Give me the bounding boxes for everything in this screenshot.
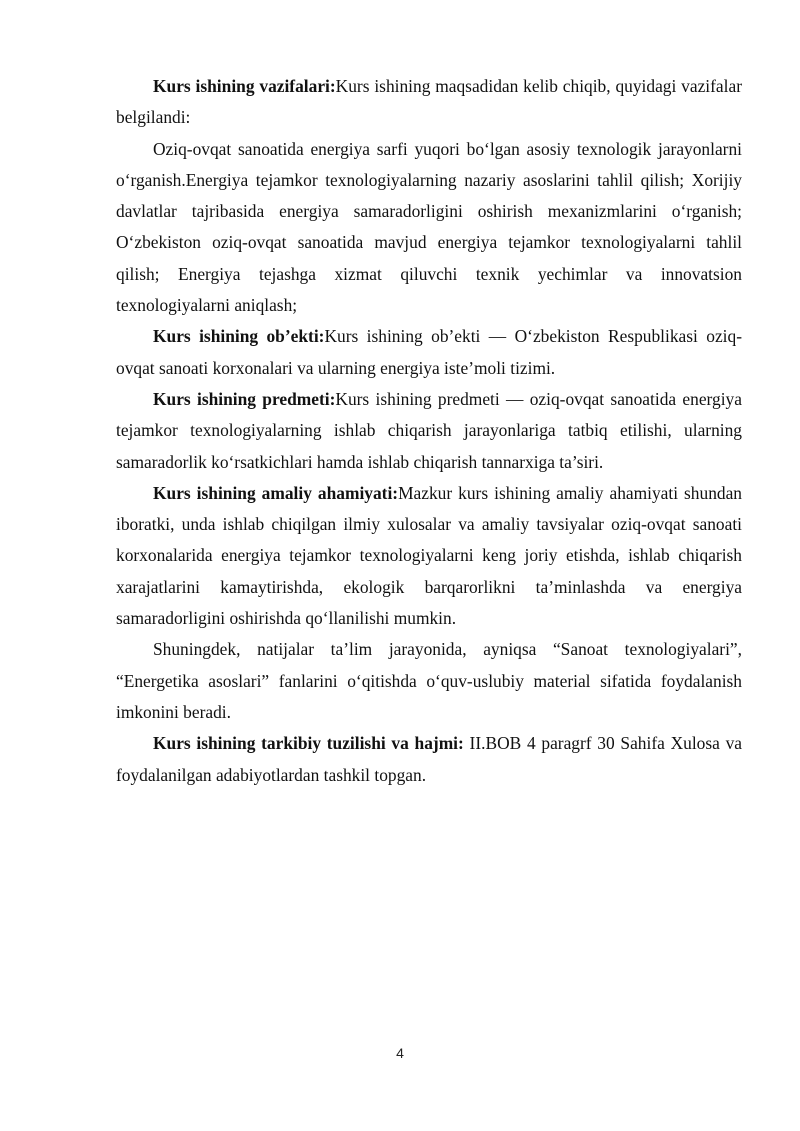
paragraph-text: Oziq-ovqat sanoatida energiya sarfi yuqori bo‘lgan asosiy texnologik jarayonlarni o‘rganish.Energiya tejamkor texnologiyalarning nazariy asoslarini tahlil qilish; Xorijiy davlatlar tajribasida energiya samaradorligini oshirish mexanizmlarini o‘rganish; O‘zbekiston oziq-ovqat sanoatida mavjud energiya tejamkor texnologiyalarni tahlil qilish; Energiya tejashga xizmat qiluvchi texnik yechimlar va innovatsion texnologiyalarni aniqlash;	[116, 138, 742, 316]
paragraph-text: Mazkur kurs ishining amaliy ahamiyati shundan iboratki, unda ishlab chiqilgan ilmiy xulosalar va amaliy tavsiyalar oziq-ovqat sanoati korxonalarida energiya tejamkor texnologiyalarni keng joriy etishda, ishlab chiqarish xarajatlarini kamaytirishda, ekologik barqarorlikni ta’minlashda va energiya samaradorligini oshirishda qo‘llanilishi mumkin.	[116, 482, 742, 629]
page-number: 4	[396, 1045, 404, 1061]
paragraph-practical-significance	[116, 478, 742, 634]
paragraph-heading: Kurs ishining predmeti:	[153, 388, 336, 409]
paragraph-heading: Kurs ishining vazifalari:	[153, 76, 336, 96]
paragraph-subject	[116, 384, 742, 478]
paragraph-text: Kurs ishining ob’ekti — O‘zbekiston Respublikasi oziq-ovqat sanoati korxonalari va ularning energiya iste’moli tizimi.	[116, 326, 742, 378]
paragraph-structure	[116, 728, 742, 791]
paragraph-text: Kurs ishining predmeti — oziq-ovqat sanoatida energiya tejamkor texnologiyalarning ishlab chiqarish jarayonlariga tatbiq etilishi, ularning samaradorlik ko‘rsatkichlari hamda ishlab chiqarish tannarxiga ta’siri.	[116, 388, 742, 472]
paragraph-education-use	[116, 634, 742, 728]
paragraph-heading: Kurs ishining tarkibiy tuzilishi va hajmi:	[153, 733, 464, 754]
paragraph-text: II.BOB 4 paragrf 30 Sahifa Xulosa va foydalanilgan adabiyotlardan tashkil topgan.	[116, 733, 742, 785]
paragraph-text: Kurs ishining maqsadidan kelib chiqib, quyidagi vazifalar belgilandi:	[116, 76, 742, 128]
paragraph-tasks	[116, 71, 742, 134]
paragraph-heading: Kurs ishining ob’ekti:	[153, 326, 325, 347]
paragraph-heading: Kurs ishining amaliy ahamiyati:	[153, 482, 399, 503]
paragraph-text: Shuningdek, natijalar ta’lim jarayonida, ayniqsa “Sanoat texnologiyalari”, “Energetika asoslari” fanlarini o‘qitishda o‘quv-uslubiy material sifatida foydalanish imkonini beradi.	[116, 639, 742, 722]
paragraph-tasks-list	[116, 134, 742, 322]
paragraph-object	[116, 321, 742, 384]
document-body	[116, 71, 742, 791]
